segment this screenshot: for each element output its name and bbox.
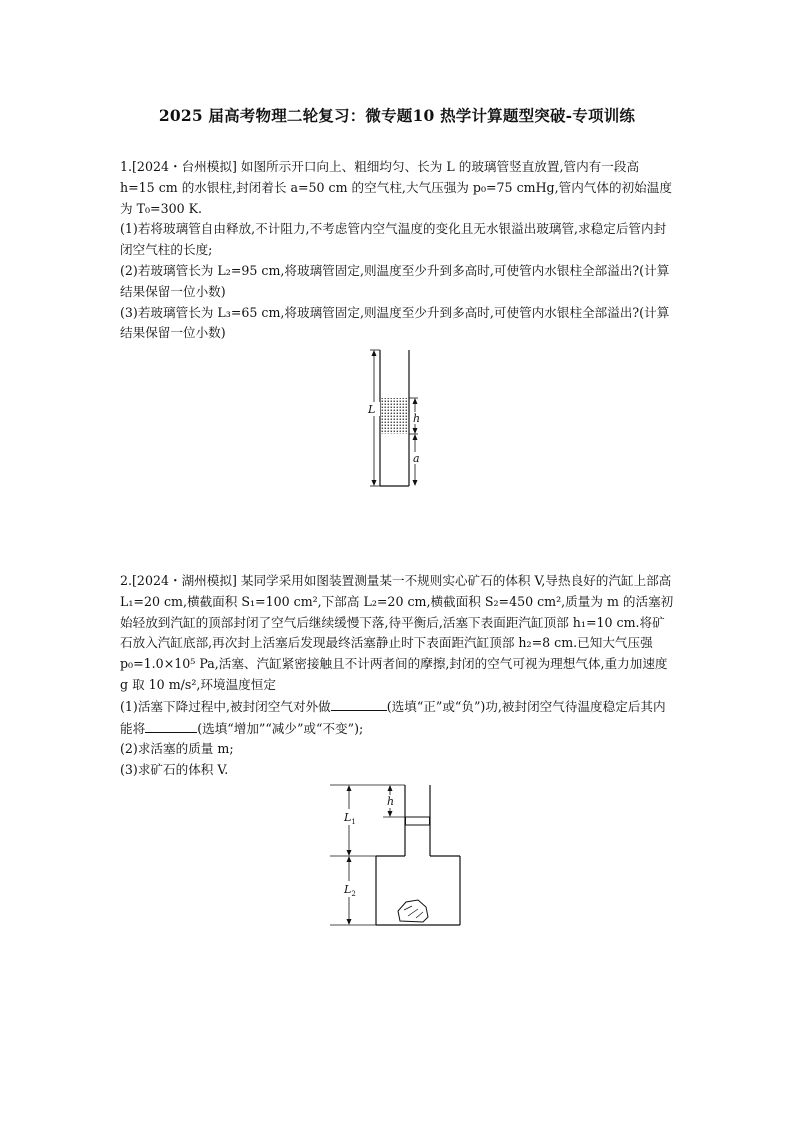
question-1	[120, 157, 676, 344]
question-2-part-3: (3)求矿石的体积 V.	[120, 762, 229, 778]
label-L2: $L_2$	[344, 883, 356, 898]
question-1-part-1: (1)若将玻璃管自由释放,不计阻力,不考虑管内空气温度的变化且无水银溢出玻璃管,求稳定后管内封闭空气柱的长度;	[120, 221, 667, 258]
label-a: a	[413, 452, 420, 465]
answer-blank-2[interactable]	[145, 718, 197, 733]
question-2-stem: 2.[2024・湖州模拟] 某同学采用如图装置测量某一不规则实心矿石的体积 V,导热良好的汽缸上部高 L₁=20 cm,横截面积 S₁=100 cm²,下部高 L₂=20 cm,横截面积 S₂=450 cm²,质量为 m 的活塞初始轻放到汽缸的顶部封闭了空气后继续缓慢下落,待平衡后,活塞下表面距汽缸顶部 h₁=10 cm.将矿石放入汽缸底部,再次封上活塞后发现最终活塞静止时下表面距汽缸顶部 h₂=8 cm.已知大气压强 p₀=1.0×10⁵ Pa,活塞、汽缸紧密接触且不计两者间的摩擦,封闭的空气可视为理想气体,重力加速度 g 取 10 m/s²,环境温度恒定	[120, 573, 674, 692]
label-h: h	[413, 412, 421, 425]
glass-tube-figure	[360, 346, 450, 492]
answer-blank-1[interactable]	[331, 696, 387, 711]
question-2-part-2: (2)求活塞的质量 m;	[120, 741, 234, 757]
question-1-part-3: (3)若玻璃管长为 L₃=65 cm,将玻璃管固定,则温度至少升到多高时,可使管内水银柱全部溢出?(计算结果保留一位小数)	[120, 304, 670, 341]
label-L1: $L_1$	[344, 811, 356, 826]
question-2	[120, 571, 676, 781]
question-2-part-1: (1)活塞下降过程中,被封闭空气对外做 (选填“正”或“负”)功,被封闭空气待温度稳定后其内能将 (选填“增加”“减少”或“不变”);	[120, 696, 676, 740]
label-h2: h	[387, 795, 395, 808]
question-1-part-2: (2)若玻璃管长为 L₂=95 cm,将玻璃管固定,则温度至少升到多高时,可使管内水银柱全部溢出?(计算结果保留一位小数)	[120, 262, 670, 299]
label-L: L	[368, 403, 376, 416]
question-1-stem: 1.[2024・台州模拟] 如图所示开口向上、粗细均匀、长为 L 的玻璃管竖直放置,管内有一段高 h=15 cm 的水银柱,封闭着长 a=50 cm 的空气柱,大气压强为 p₀=75 cmHg,管内气体的初始温度为 T₀=300 K.	[120, 159, 672, 216]
piston	[406, 817, 430, 825]
ore-rock	[398, 900, 428, 922]
page-title: 2025 届高考物理二轮复习：微专题10 热学计算题型突破-专项训练	[158, 106, 636, 125]
mercury-column	[381, 398, 408, 434]
cylinder-figure	[330, 781, 470, 929]
